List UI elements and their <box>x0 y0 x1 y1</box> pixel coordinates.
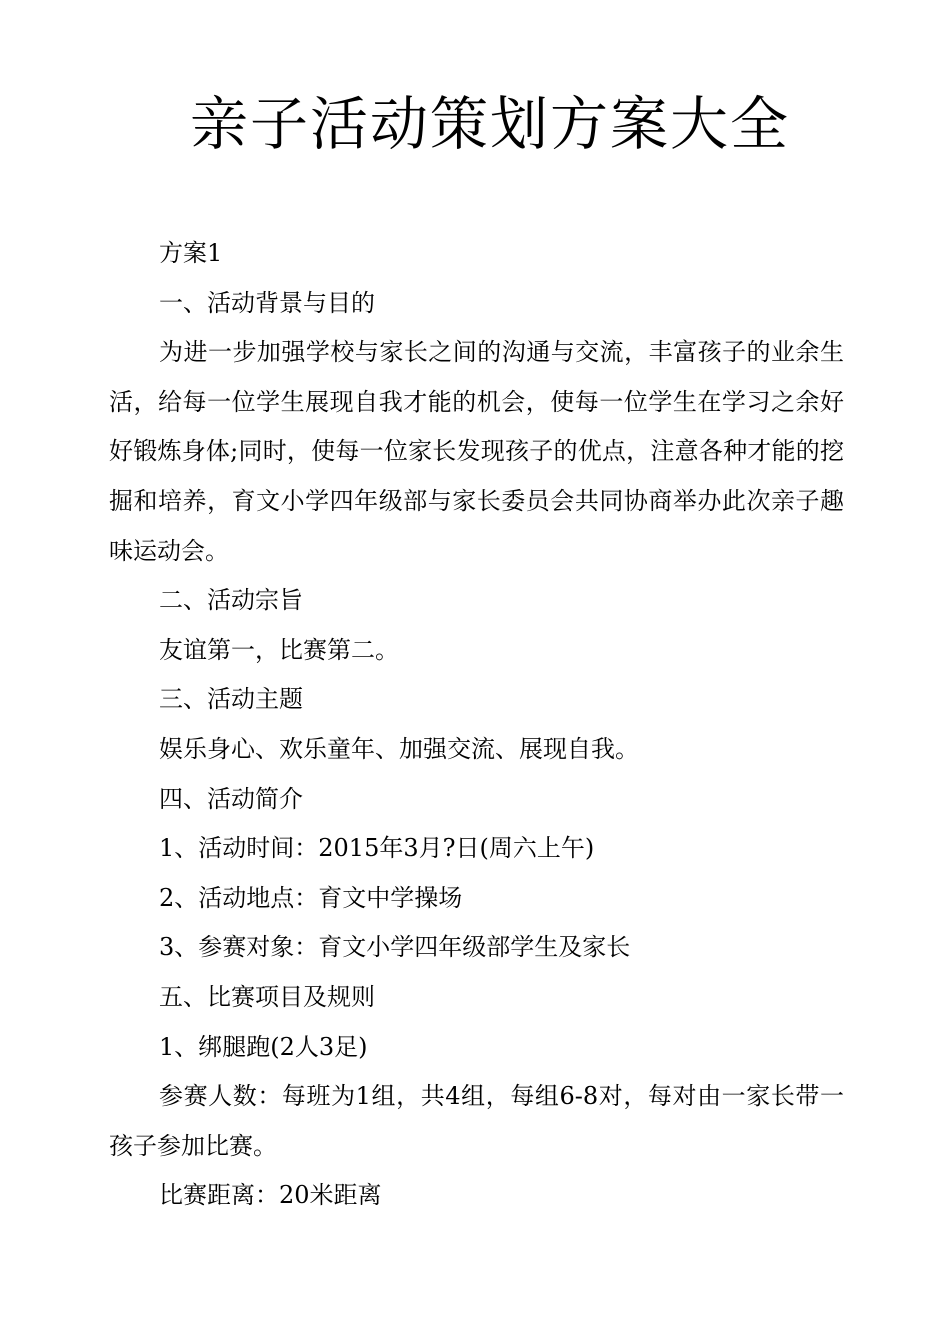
intro-item-location: 2、活动地点：育文中学操场 <box>159 883 463 912</box>
document-body <box>109 229 844 1221</box>
purpose-paragraph: 友谊第一，比赛第二。 <box>159 635 399 664</box>
section-heading-events: 五、比赛项目及规则 <box>159 982 375 1011</box>
event-distance-paragraph: 比赛距离：20米距离 <box>159 1181 382 1210</box>
section-heading-theme: 三、活动主题 <box>159 685 303 714</box>
intro-item-time: 1、活动时间：2015年3月?日(周六上午) <box>159 834 595 863</box>
event-item-three-legged: 1、绑腿跑(2人3足) <box>159 1032 368 1061</box>
intro-item-participants: 3、参赛对象：育文小学四年级部学生及家长 <box>159 933 631 962</box>
section-heading-intro: 四、活动简介 <box>159 784 303 813</box>
section-heading-background: 一、活动背景与目的 <box>159 288 375 317</box>
background-paragraph: 为进一步加强学校与家长之间的沟通与交流，丰富孩子的业余生活，给每一位学生展现自我才能的机会，使每一位学生在学习之余好好锻炼身体;同时，使每一位家长发现孩子的优点，注意各种才能的挖掘和培养，育文小学四年级部与家长委员会共同协商举办此次亲子趣味运动会。 <box>109 338 844 565</box>
plan-label: 方案1 <box>159 239 223 267</box>
document-title: 亲子活动策划方案大全 <box>189 90 790 158</box>
theme-paragraph: 娱乐身心、欢乐童年、加强交流、展现自我。 <box>159 734 639 763</box>
event-participants-paragraph: 参赛人数：每班为1组，共4组，每组6-8对，每对由一家长带一孩子参加比赛。 <box>109 1082 844 1160</box>
section-heading-purpose: 二、活动宗旨 <box>159 586 303 615</box>
